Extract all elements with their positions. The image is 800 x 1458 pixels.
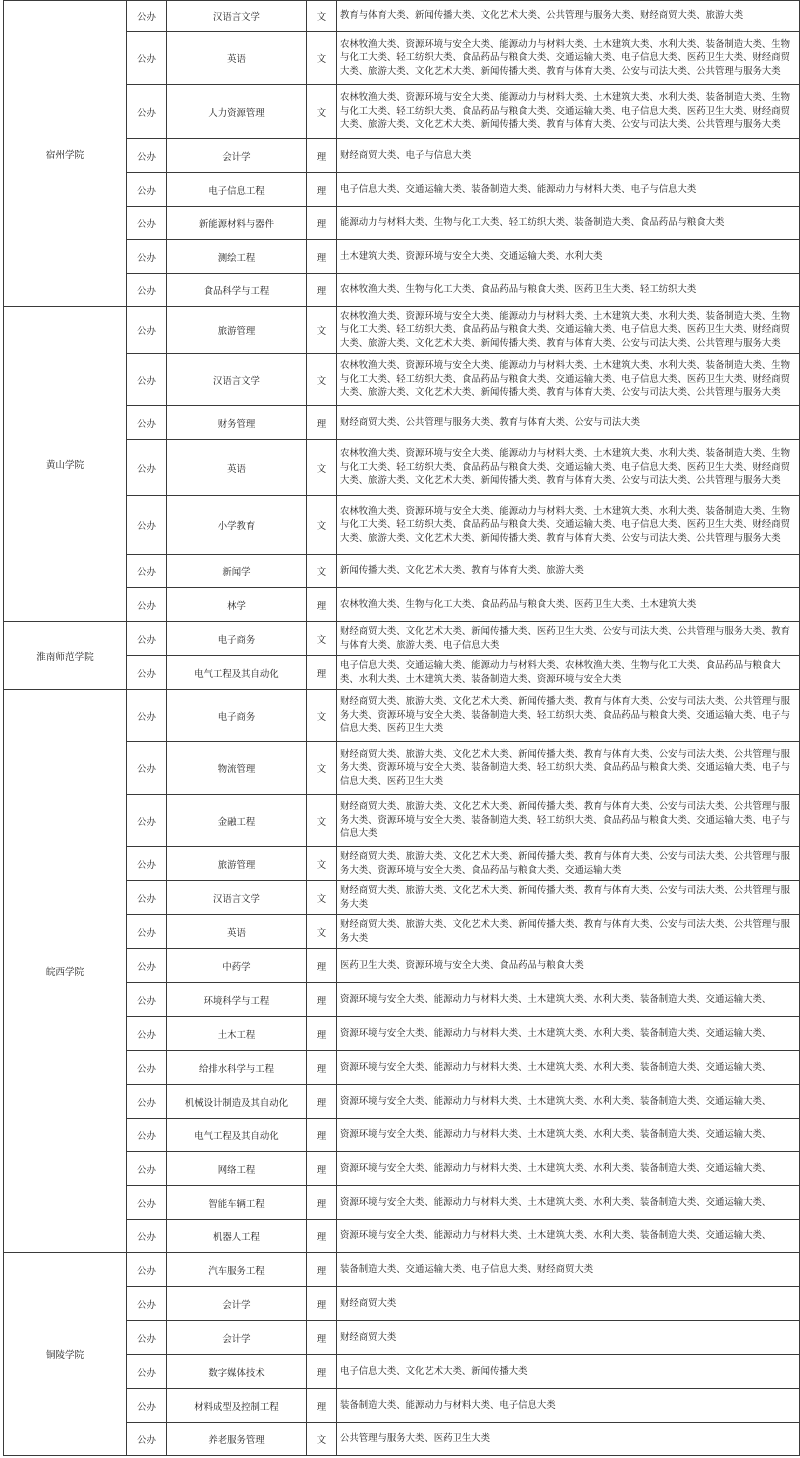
major-name-cell: 小学教育 — [167, 496, 307, 555]
eligible-categories-cell: 财经商贸大类、旅游大类、文化艺术大类、新闻传播大类、教育与体育大类、公安与司法大类、公共管理与服务大类、资源环境与安全大类、食品药品与粮食大类、交通运输大类 — [337, 847, 800, 881]
subject-category-cell: 文 — [307, 354, 337, 406]
eligible-categories-cell: 土木建筑大类、资源环境与安全大类、交通运输大类、水利大类 — [337, 240, 800, 274]
school-type-cell: 公办 — [127, 690, 167, 742]
eligible-categories-cell: 资源环境与安全大类、能源动力与材料大类、土木建筑大类、水利大类、装备制造大类、交通运输大类、 — [337, 1017, 800, 1051]
major-name-cell: 智能车辆工程 — [167, 1186, 307, 1220]
school-type-cell: 公办 — [127, 742, 167, 795]
school-type-cell: 公办 — [127, 622, 167, 656]
school-type-cell: 公办 — [127, 1389, 167, 1423]
table-row — [4, 1253, 800, 1287]
eligible-categories-cell: 农林牧渔大类、资源环境与安全大类、能源动力与材料大类、土木建筑大类、水利大类、装备制造大类、生物与化工大类、轻工纺织大类、食品药品与粮食大类、交通运输大类、电子信息大类、医药卫生大类、财经商贸大类、旅游大类、文化艺术大类、新闻传播大类、教育与体育大类、公安与司法大类、公共管理与服务大类 — [337, 354, 800, 406]
major-name-cell: 林学 — [167, 588, 307, 622]
major-name-cell: 电气工程及其自动化 — [167, 1119, 307, 1152]
subject-category-cell: 文 — [307, 85, 337, 139]
school-type-cell: 公办 — [127, 1287, 167, 1321]
major-name-cell: 新闻学 — [167, 555, 307, 588]
eligible-categories-cell: 财经商贸大类、旅游大类、文化艺术大类、新闻传播大类、教育与体育大类、公安与司法大类、公共管理与服务大类、资源环境与安全大类、装备制造大类、轻工纺织大类、食品药品与粮食大类、交通运输大类、电子与信息大类 — [337, 795, 800, 847]
major-name-cell: 环境科学与工程 — [167, 983, 307, 1017]
school-type-cell: 公办 — [127, 555, 167, 588]
eligible-categories-cell: 资源环境与安全大类、能源动力与材料大类、土木建筑大类、水利大类、装备制造大类、交通运输大类、 — [337, 1186, 800, 1220]
eligible-categories-cell: 财经商贸大类、文化艺术大类、新闻传播大类、医药卫生大类、公安与司法大类、公共管理与服务大类、教育与体育大类、旅游大类、电子信息大类 — [337, 622, 800, 656]
subject-category-cell: 文 — [307, 1423, 337, 1456]
school-type-cell: 公办 — [127, 240, 167, 274]
subject-category-cell: 理 — [307, 139, 337, 173]
major-name-cell: 英语 — [167, 440, 307, 496]
subject-category-cell: 理 — [307, 1321, 337, 1355]
school-name-cell: 黄山学院 — [4, 307, 127, 622]
school-type-cell: 公办 — [127, 795, 167, 847]
eligible-categories-cell: 公共管理与服务大类、医药卫生大类 — [337, 1423, 800, 1456]
major-name-cell: 汉语言文学 — [167, 1, 307, 32]
major-name-cell: 物流管理 — [167, 742, 307, 795]
school-type-cell: 公办 — [127, 139, 167, 173]
subject-category-cell: 理 — [307, 406, 337, 440]
eligible-categories-cell: 财经商贸大类、旅游大类、文化艺术大类、新闻传播大类、教育与体育大类、公安与司法大类、公共管理与服务大类 — [337, 915, 800, 949]
subject-category-cell: 理 — [307, 1186, 337, 1220]
subject-category-cell: 理 — [307, 1017, 337, 1051]
school-type-cell: 公办 — [127, 207, 167, 240]
eligible-categories-cell: 农林牧渔大类、生物与化工大类、食品药品与粮食大类、医药卫生大类、土木建筑大类 — [337, 588, 800, 622]
subject-category-cell: 理 — [307, 1287, 337, 1321]
table-body — [4, 1, 800, 1456]
major-name-cell: 电子商务 — [167, 690, 307, 742]
major-name-cell: 机械设计制造及其自动化 — [167, 1085, 307, 1119]
school-type-cell: 公办 — [127, 1355, 167, 1389]
subject-category-cell: 理 — [307, 274, 337, 307]
school-type-cell: 公办 — [127, 915, 167, 949]
admission-table — [3, 0, 800, 1456]
major-name-cell: 英语 — [167, 32, 307, 85]
school-type-cell: 公办 — [127, 496, 167, 555]
subject-category-cell: 文 — [307, 32, 337, 85]
subject-category-cell: 理 — [307, 1051, 337, 1085]
subject-category-cell: 理 — [307, 240, 337, 274]
school-type-cell: 公办 — [127, 1321, 167, 1355]
subject-category-cell: 理 — [307, 588, 337, 622]
eligible-categories-cell: 电子信息大类、交通运输大类、装备制造大类、能源动力与材料大类、电子与信息大类 — [337, 173, 800, 207]
eligible-categories-cell: 资源环境与安全大类、能源动力与材料大类、土木建筑大类、水利大类、装备制造大类、交通运输大类、 — [337, 983, 800, 1017]
eligible-categories-cell: 教育与体育大类、新闻传播大类、文化艺术大类、公共管理与服务大类、财经商贸大类、旅游大类 — [337, 1, 800, 32]
school-type-cell: 公办 — [127, 406, 167, 440]
eligible-categories-cell: 财经商贸大类、公共管理与服务大类、教育与体育大类、公安与司法大类 — [337, 406, 800, 440]
school-type-cell: 公办 — [127, 1017, 167, 1051]
subject-category-cell: 文 — [307, 881, 337, 915]
major-name-cell: 金融工程 — [167, 795, 307, 847]
major-name-cell: 中药学 — [167, 949, 307, 983]
eligible-categories-cell: 财经商贸大类、旅游大类、文化艺术大类、新闻传播大类、教育与体育大类、公安与司法大类、公共管理与服务大类、资源环境与安全大类、装备制造大类、轻工纺织大类、食品药品与粮食大类、交通运输大类、电子与信息大类、医药卫生大类 — [337, 742, 800, 795]
eligible-categories-cell: 农林牧渔大类、生物与化工大类、食品药品与粮食大类、医药卫生大类、轻工纺织大类 — [337, 274, 800, 307]
school-type-cell: 公办 — [127, 588, 167, 622]
subject-category-cell: 理 — [307, 1119, 337, 1152]
major-name-cell: 会计学 — [167, 1321, 307, 1355]
subject-category-cell: 理 — [307, 207, 337, 240]
major-name-cell: 旅游管理 — [167, 307, 307, 354]
school-type-cell: 公办 — [127, 847, 167, 881]
eligible-categories-cell: 能源动力与材料大类、生物与化工大类、轻工纺织大类、装备制造大类、食品药品与粮食大类 — [337, 207, 800, 240]
major-name-cell: 会计学 — [167, 139, 307, 173]
subject-category-cell: 理 — [307, 1085, 337, 1119]
school-type-cell: 公办 — [127, 85, 167, 139]
major-name-cell: 测绘工程 — [167, 240, 307, 274]
eligible-categories-cell: 资源环境与安全大类、能源动力与材料大类、土木建筑大类、水利大类、装备制造大类、交通运输大类、 — [337, 1152, 800, 1186]
eligible-categories-cell: 农林牧渔大类、资源环境与安全大类、能源动力与材料大类、土木建筑大类、水利大类、装备制造大类、生物与化工大类、轻工纺织大类、食品药品与粮食大类、交通运输大类、电子信息大类、医药卫生大类、财经商贸大类、旅游大类、文化艺术大类、新闻传播大类、教育与体育大类、公安与司法大类、公共管理与服务大类 — [337, 440, 800, 496]
school-name-cell: 铜陵学院 — [4, 1253, 127, 1456]
subject-category-cell: 理 — [307, 173, 337, 207]
school-type-cell: 公办 — [127, 881, 167, 915]
school-type-cell: 公办 — [127, 1220, 167, 1253]
table-row — [4, 1, 800, 32]
subject-category-cell: 文 — [307, 690, 337, 742]
school-name-cell: 皖西学院 — [4, 690, 127, 1253]
subject-category-cell: 理 — [307, 1220, 337, 1253]
subject-category-cell: 文 — [307, 307, 337, 354]
major-name-cell: 会计学 — [167, 1287, 307, 1321]
school-type-cell: 公办 — [127, 1051, 167, 1085]
eligible-categories-cell: 资源环境与安全大类、能源动力与材料大类、土木建筑大类、水利大类、装备制造大类、交通运输大类、 — [337, 1220, 800, 1253]
school-type-cell: 公办 — [127, 949, 167, 983]
school-type-cell: 公办 — [127, 983, 167, 1017]
eligible-categories-cell: 新闻传播大类、文化艺术大类、教育与体育大类、旅游大类 — [337, 555, 800, 588]
subject-category-cell: 文 — [307, 496, 337, 555]
major-name-cell: 人力资源管理 — [167, 85, 307, 139]
major-name-cell: 旅游管理 — [167, 847, 307, 881]
major-name-cell: 汽车服务工程 — [167, 1253, 307, 1287]
eligible-categories-cell: 装备制造大类、能源动力与材料大类、电子信息大类 — [337, 1389, 800, 1423]
major-name-cell: 数字媒体技术 — [167, 1355, 307, 1389]
subject-category-cell: 文 — [307, 847, 337, 881]
subject-category-cell: 理 — [307, 1389, 337, 1423]
school-type-cell: 公办 — [127, 440, 167, 496]
subject-category-cell: 理 — [307, 949, 337, 983]
school-name-cell: 淮南师范学院 — [4, 622, 127, 690]
major-name-cell: 材料成型及控制工程 — [167, 1389, 307, 1423]
school-type-cell: 公办 — [127, 1, 167, 32]
major-name-cell: 土木工程 — [167, 1017, 307, 1051]
eligible-categories-cell: 电子信息大类、文化艺术大类、新闻传播大类 — [337, 1355, 800, 1389]
eligible-categories-cell: 财经商贸大类、旅游大类、文化艺术大类、新闻传播大类、教育与体育大类、公安与司法大类、公共管理与服务大类 — [337, 881, 800, 915]
school-type-cell: 公办 — [127, 274, 167, 307]
major-name-cell: 机器人工程 — [167, 1220, 307, 1253]
eligible-categories-cell: 财经商贸大类 — [337, 1321, 800, 1355]
subject-category-cell: 理 — [307, 1152, 337, 1186]
school-type-cell: 公办 — [127, 307, 167, 354]
major-name-cell: 电子信息工程 — [167, 173, 307, 207]
subject-category-cell: 文 — [307, 622, 337, 656]
major-name-cell: 汉语言文学 — [167, 354, 307, 406]
major-name-cell: 新能源材料与器件 — [167, 207, 307, 240]
major-name-cell: 汉语言文学 — [167, 881, 307, 915]
subject-category-cell: 文 — [307, 795, 337, 847]
subject-category-cell: 理 — [307, 1253, 337, 1287]
eligible-categories-cell: 农林牧渔大类、资源环境与安全大类、能源动力与材料大类、土木建筑大类、水利大类、装备制造大类、生物与化工大类、轻工纺织大类、食品药品与粮食大类、交通运输大类、电子信息大类、医药卫生大类、财经商贸大类、旅游大类、文化艺术大类、新闻传播大类、教育与体育大类、公安与司法大类、公共管理与服务大类 — [337, 32, 800, 85]
school-type-cell: 公办 — [127, 1152, 167, 1186]
school-type-cell: 公办 — [127, 173, 167, 207]
eligible-categories-cell: 农林牧渔大类、资源环境与安全大类、能源动力与材料大类、土木建筑大类、水利大类、装备制造大类、生物与化工大类、轻工纺织大类、食品药品与粮食大类、交通运输大类、电子信息大类、医药卫生大类、财经商贸大类、旅游大类、文化艺术大类、新闻传播大类、教育与体育大类、公安与司法大类、公共管理与服务大类 — [337, 496, 800, 555]
eligible-categories-cell: 财经商贸大类 — [337, 1287, 800, 1321]
subject-category-cell: 文 — [307, 440, 337, 496]
subject-category-cell: 文 — [307, 915, 337, 949]
eligible-categories-cell: 资源环境与安全大类、能源动力与材料大类、土木建筑大类、水利大类、装备制造大类、交通运输大类、 — [337, 1051, 800, 1085]
eligible-categories-cell: 医药卫生大类、资源环境与安全大类、食品药品与粮食大类 — [337, 949, 800, 983]
school-type-cell: 公办 — [127, 354, 167, 406]
school-type-cell: 公办 — [127, 1186, 167, 1220]
eligible-categories-cell: 装备制造大类、交通运输大类、电子信息大类、财经商贸大类 — [337, 1253, 800, 1287]
eligible-categories-cell: 资源环境与安全大类、能源动力与材料大类、土木建筑大类、水利大类、装备制造大类、交通运输大类、 — [337, 1119, 800, 1152]
eligible-categories-cell: 电子信息大类、交通运输大类、能源动力与材料大类、农林牧渔大类、生物与化工大类、食品药品与粮食大类、水利大类、土木建筑大类、装备制造大类、资源环境与安全大类 — [337, 656, 800, 690]
subject-category-cell: 理 — [307, 1355, 337, 1389]
major-name-cell: 电气工程及其自动化 — [167, 656, 307, 690]
subject-category-cell: 理 — [307, 983, 337, 1017]
school-type-cell: 公办 — [127, 1423, 167, 1456]
school-type-cell: 公办 — [127, 1085, 167, 1119]
school-type-cell: 公办 — [127, 656, 167, 690]
eligible-categories-cell: 农林牧渔大类、资源环境与安全大类、能源动力与材料大类、土木建筑大类、水利大类、装备制造大类、生物与化工大类、轻工纺织大类、食品药品与粮食大类、交通运输大类、电子信息大类、医药卫生大类、财经商贸大类、旅游大类、文化艺术大类、新闻传播大类、教育与体育大类、公安与司法大类、公共管理与服务大类 — [337, 307, 800, 354]
school-name-cell: 宿州学院 — [4, 1, 127, 307]
eligible-categories-cell: 财经商贸大类、电子与信息大类 — [337, 139, 800, 173]
eligible-categories-cell: 资源环境与安全大类、能源动力与材料大类、土木建筑大类、水利大类、装备制造大类、交通运输大类、 — [337, 1085, 800, 1119]
eligible-categories-cell: 财经商贸大类、旅游大类、文化艺术大类、新闻传播大类、教育与体育大类、公安与司法大类、公共管理与服务大类、资源环境与安全大类、装备制造大类、轻工纺织大类、食品药品与粮食大类、交通运输大类、电子与信息大类、医药卫生大类 — [337, 690, 800, 742]
school-type-cell: 公办 — [127, 1253, 167, 1287]
subject-category-cell: 文 — [307, 555, 337, 588]
table-row — [4, 690, 800, 742]
subject-category-cell: 文 — [307, 1, 337, 32]
major-name-cell: 电子商务 — [167, 622, 307, 656]
subject-category-cell: 文 — [307, 742, 337, 795]
major-name-cell: 财务管理 — [167, 406, 307, 440]
table-row — [4, 307, 800, 354]
major-name-cell: 网络工程 — [167, 1152, 307, 1186]
table-row — [4, 622, 800, 656]
school-type-cell: 公办 — [127, 32, 167, 85]
eligible-categories-cell: 农林牧渔大类、资源环境与安全大类、能源动力与材料大类、土木建筑大类、水利大类、装备制造大类、生物与化工大类、轻工纺织大类、食品药品与粮食大类、交通运输大类、电子信息大类、医药卫生大类、财经商贸大类、旅游大类、文化艺术大类、新闻传播大类、教育与体育大类、公安与司法大类、公共管理与服务大类 — [337, 85, 800, 139]
major-name-cell: 英语 — [167, 915, 307, 949]
major-name-cell: 给排水科学与工程 — [167, 1051, 307, 1085]
major-name-cell: 养老服务管理 — [167, 1423, 307, 1456]
subject-category-cell: 理 — [307, 656, 337, 690]
major-name-cell: 食品科学与工程 — [167, 274, 307, 307]
school-type-cell: 公办 — [127, 1119, 167, 1152]
